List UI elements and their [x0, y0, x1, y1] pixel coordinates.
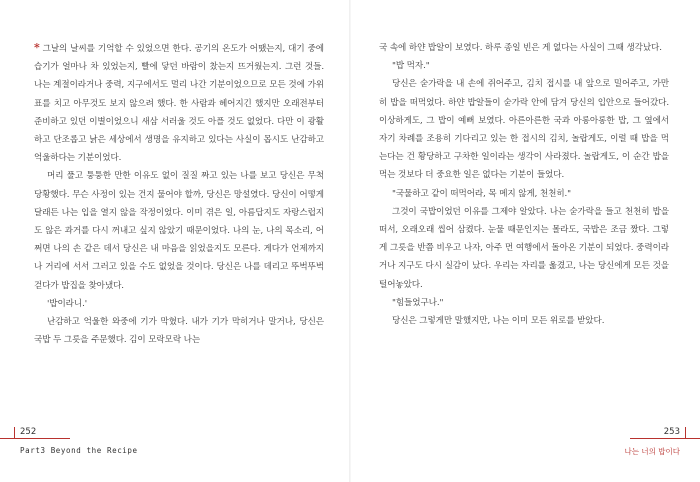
paragraph: * 그날의 날씨를 기억할 수 있었으면 한다. 공기의 온도가 어땠는지, 대기 중에 습기가 얼마나 차 있었는지, 빨에 닿던 바람이 찼는지 뜨거웠는지. 그런 것들. 나는 계절이라거나 중력, 지구에서도 멀리 나간 기분이었으므로 모든 것에 가위표를 치고 아무것도 보지 않으려 했다. 한 사람과 헤어지긴 했지만 오래전부터 준비하고 있던 이별이었으니 새삼 서러울 것도 아플 것도 없었다. 다만 이 광활하고 단조롭고 낡은 세상에서 생명을 유지하고 있다는 사실이 몹시도 난감하고 억울하다는 기분이었다.	[34, 41, 324, 164]
paragraph: '밥이라니.'	[47, 298, 87, 309]
page-number: 253	[663, 427, 680, 437]
paragraph: "국물하고 같이 떠먹어라, 목 메지 않게, 천천히."	[392, 188, 572, 199]
paragraph: "힘들었구나."	[392, 297, 444, 308]
folio-rule	[630, 438, 700, 439]
folio-tick	[685, 427, 686, 438]
paragraph: 국 속에 하얀 밥알이 보였다. 하루 종일 빈은 게 없다는 사실이 그때 생각났다.	[379, 43, 662, 53]
folio-rule	[0, 438, 70, 439]
right-page	[350, 0, 700, 482]
paragraph: 머리 풀고 퉁퉁한 만한 이유도 없이 질질 짜고 있는 나를 보고 당신은 무척 당황했다. 무슨 사정이 있는 건지 물어야 할까, 당신은 망설였다. 당신이 어떻게 달래든 나는 입을 열지 않을 작정이었다. 이미 겪은 일, 아름답지도 자랑스럽지도 않은 과거를 다시 꺼내고 싶지 않았기 때문이었다. 나의 눈, 나의 목소리, 어쩌면 나의 손 같은 데서 당신은 내 마음을 읽었을지도 모른다. 게다가 언제까지나 거리에 서서 그러고 있을 수도 없었을 것이다. 당신은 나를 데리고 뚜벅뚜벅 걷다가 밥집을 찾아냈다.	[34, 171, 324, 291]
running-head: Part3 Beyond the Recipe	[20, 446, 138, 455]
right-page-body	[379, 39, 669, 330]
running-head: 나는 너의 밥이다	[624, 447, 680, 456]
paragraph: 그것이 국밥이었던 이유를 그제야 알았다. 나는 숟가락을 들고 천천히 밥을 떠서, 오래오래 씹어 삼켰다. 눈물 때문인지는 몰라도, 국밥은 조금 짰다. 그렇게 그릇을 반쯤 비우고 나자, 아주 먼 여행에서 돌아온 기분이 되었다. 중력이라거나 지구도 다시 실감이 났다. 우리는 자리를 옮겼고, 나는 당신에게 모든 것을 털어놓았다.	[379, 206, 669, 290]
paragraph: 당신은 그렇게만 말했지만, 나는 이미 모든 위로를 받았다.	[392, 316, 605, 327]
paragraph: 난감하고 억울한 와중에 기가 막혔다. 내가 기가 막히거나 말거나, 당신은 국밥 두 그릇을 주문했다. 김이 모락모락 나는	[34, 317, 324, 346]
folio-tick	[14, 427, 15, 438]
asterisk-ornament: *	[34, 41, 40, 54]
paragraph: "밥 먹자."	[392, 61, 430, 72]
left-page-body	[34, 39, 324, 349]
paragraph: 당신은 숟가락을 내 손에 쥐어주고, 김치 접시를 내 앞으로 밀어주고, 가만히 밥을 떠먹었다. 하얀 밥알들이 숟가락 안에 담겨 당신의 입안으로 들어갔다. 이상하게도, 그 밥이 예뻐 보였다. 아른아른한 국과 아롱아롱한 밥, 그 옆에서 자기 차례를 조용히 기다리고 있는 한 접시의 김치, 놀랍게도, 이럴 때 밥을 먹는다는 건 황당하고 구차한 일이라는 생각이 사라졌다. 놀랍게도, 이 순간 밥을 먹는 것보다 더 중요한 일은 없다는 기분이 들었다.	[379, 79, 669, 181]
page-number: 252	[20, 427, 37, 437]
